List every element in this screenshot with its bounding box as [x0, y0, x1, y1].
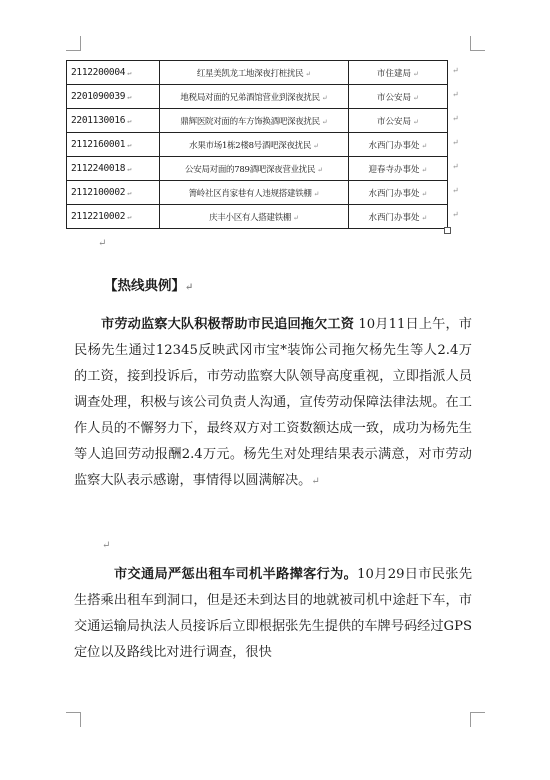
crop-mark-bottom-left	[66, 712, 81, 727]
crop-mark-top-right	[470, 36, 485, 51]
paragraph-mark: ↵	[102, 540, 111, 551]
case-description-cell: 红星美凯龙工地深夜打桩扰民 ↵	[159, 61, 348, 85]
row-end-mark: ↵	[452, 186, 459, 195]
row-end-mark: ↵	[452, 114, 459, 123]
case-description-cell: 地税局对面的兄弟酒馆营业到深夜扰民 ↵	[159, 85, 348, 109]
case-id-cell: 2112200004 ↵	[67, 61, 160, 85]
table-resize-handle[interactable]	[444, 227, 451, 234]
case-description-cell: 公安局对面的789酒吧深夜营业扰民 ↵	[159, 157, 348, 181]
case-description-cell: 箐岭社区肖家巷有人违规搭建铁棚 ↵	[159, 181, 348, 205]
table-row	[67, 61, 448, 85]
paragraph-mark: ↵	[98, 238, 107, 249]
case-description-cell: 水果市场1栋2楼8号酒吧深夜扰民 ↵	[159, 133, 348, 157]
case-id-cell: 2112160001 ↵	[67, 133, 160, 157]
department-cell: 市公安局 ↵	[348, 109, 447, 133]
department-cell: 水西门办事处 ↵	[348, 181, 447, 205]
row-end-mark: ↵	[452, 162, 459, 171]
case-id-cell: 2201130016 ↵	[67, 109, 160, 133]
row-end-mark: ↵	[452, 90, 459, 99]
department-cell: 市住建局 ↵	[348, 61, 447, 85]
case-id-cell: 2112100002 ↵	[67, 181, 160, 205]
crop-mark-bottom-right	[470, 712, 485, 727]
department-cell: 迎春寺办事处 ↵	[348, 157, 447, 181]
case-description-cell: 鼎辉医院对面的车方饰换酒吧深夜扰民 ↵	[159, 109, 348, 133]
row-end-mark: ↵	[452, 138, 459, 147]
department-cell: 水西门办事处 ↵	[348, 205, 447, 229]
section-heading: 【热线典例】↵	[104, 278, 194, 294]
crop-mark-top-left	[66, 36, 81, 51]
table-row	[67, 85, 448, 109]
case-2-body: 10月29日市民张先生搭乘出租车到洞口，但是还未到达目的地就被司机中途赶下车，市交通运输局执法人员接诉后立即根据张先生提供的车牌号码经过GPS定位以及路线比对进行调查，很快	[74, 567, 473, 660]
case-1-body: 10月11日上午，市民杨先生通过12345反映武冈市宝*装饰公司拖欠杨先生等人2.4万的工资，接到投诉后，市劳动监察大队领导高度重视，立即指派人员调查处理，积极与该公司负责人沟通，宣传劳动保障法律法规。在工作人员的不懈努力下，最终双方对工资数额达成一致，成功为杨先生等人追回劳动报酬2.4万元。杨先生对处理结果表示满意，对市劳动监察大队表示感谢，事情得以圆满解决。	[74, 317, 472, 488]
case-paragraph-2	[74, 562, 472, 666]
case-description-cell: 庆丰小区有人搭建铁棚 ↵	[159, 205, 348, 229]
case-id-cell: 2112210002 ↵	[67, 205, 160, 229]
case-id-cell: 2112240018 ↵	[67, 157, 160, 181]
table-row	[67, 157, 448, 181]
table-row	[67, 133, 448, 157]
department-cell: 市公安局 ↵	[348, 85, 447, 109]
case-paragraph-1: 市劳动监察大队积极帮助市民追回拖欠工资 10月11日上午，市民杨先生通过12345反映武冈市宝*装饰公司拖欠杨先生等人2.4万的工资，接到投诉后，市劳动监察大队领导高度重视，立即指派人员调查处理，积极与该公司负责人沟通，宣传劳动保障法律法规。在工作人员的不懈努力下，最终双方对工资数额达成一致，成功为杨先生等人追回劳动报酬2.4万元。杨先生对处理结果表示满意，对市劳动监察大队表示感谢，事情得以圆满解决。↵	[74, 317, 472, 488]
case-id-cell: 2201090039 ↵	[67, 85, 160, 109]
table-row	[67, 205, 448, 229]
row-end-mark: ↵	[452, 66, 459, 75]
complaint-table	[66, 60, 448, 229]
table-row	[67, 109, 448, 133]
row-end-mark: ↵	[452, 210, 459, 219]
department-cell: 水西门办事处 ↵	[348, 133, 447, 157]
case-2-lead: 市交通局严惩出租车司机半路撵客行为。	[114, 567, 358, 582]
case-1-lead: 市劳动监察大队积极帮助市民追回拖欠工资	[101, 317, 355, 332]
table-row	[67, 181, 448, 205]
